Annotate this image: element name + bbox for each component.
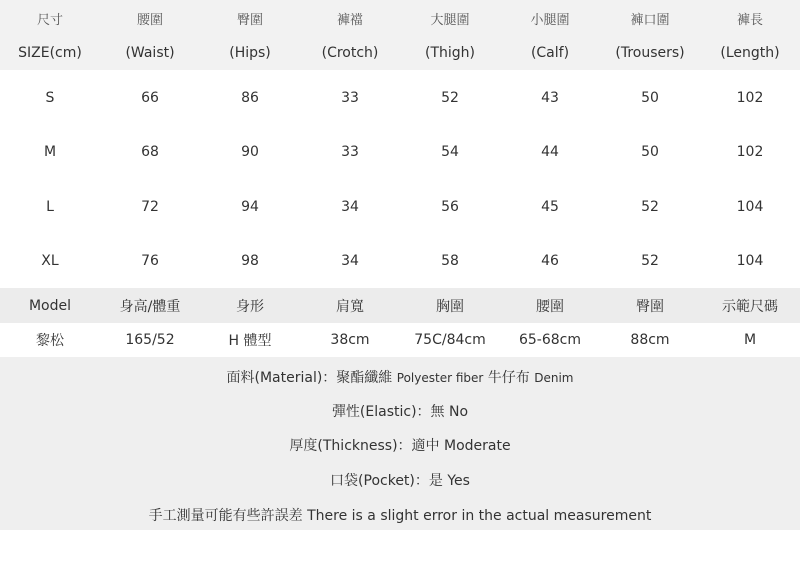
material-zh2: 牛仔布: [487, 370, 530, 386]
hips-cell: 86: [241, 89, 259, 106]
model-header-cell: 胸圍: [436, 298, 464, 315]
model-header-cell: 示範尺碼: [722, 298, 778, 315]
size-header-zh-row: [0, 0, 800, 36]
model-waist-cell: 65-68cm: [518, 332, 581, 348]
header-zh-cell: 臀圍: [236, 12, 263, 28]
model-header-cell: 身高/體重: [119, 298, 181, 315]
waist-cell: 66: [141, 89, 159, 106]
material-note: [0, 367, 800, 387]
calf-cell: 44: [541, 144, 559, 160]
model-body-type-cell: H 體型: [228, 333, 272, 349]
model-chest-cell: 75C/84cm: [414, 332, 486, 348]
header-en-cell: (Trousers): [615, 45, 685, 61]
model-header-row: [0, 288, 800, 323]
length-cell: 104: [736, 198, 764, 215]
waist-cell: 72: [141, 198, 159, 215]
calf-cell: 46: [541, 253, 559, 269]
length-cell: 104: [736, 253, 764, 269]
hips-cell: 90: [241, 144, 259, 160]
model-row: [0, 323, 800, 357]
material-en: Polyester fiber: [396, 371, 484, 385]
header-zh-cell: 褲長: [736, 12, 763, 28]
trousers-cell: 52: [641, 198, 659, 215]
thigh-cell: 54: [441, 144, 459, 160]
thigh-cell: 58: [441, 253, 459, 269]
thigh-cell: 52: [441, 89, 459, 106]
header-en-cell: (Crotch): [321, 45, 379, 61]
header-en-cell: (Hips): [229, 45, 271, 61]
thigh-cell: 56: [441, 198, 459, 215]
header-en-cell: (Length): [720, 45, 780, 61]
model-header-cell: 身形: [236, 298, 264, 315]
crotch-cell: 34: [341, 253, 359, 269]
model-header-cell: 腰圍: [536, 298, 564, 315]
header-en-cell: SIZE(cm): [18, 45, 82, 61]
length-cell: 102: [736, 144, 764, 160]
table-row: [0, 125, 800, 179]
trousers-cell: 50: [641, 144, 659, 160]
material-en2: Denim: [534, 371, 574, 385]
model-shoulder-cell: 38cm: [330, 332, 370, 348]
header-zh-cell: 小腿圍: [530, 12, 570, 28]
measurement-error-note: 手工測量可能有些許誤差 There is a slight error in the actual measurement: [148, 508, 652, 524]
header-zh-cell: 腰圍: [136, 12, 163, 28]
model-height-weight-cell: 165/52: [125, 332, 175, 348]
material-label: 面料(Material)：聚酯纖維: [226, 370, 393, 386]
elastic-note: 彈性(Elastic)：無 No: [331, 404, 469, 420]
size-cell: XL: [41, 253, 59, 269]
waist-cell: 76: [141, 253, 159, 269]
model-name-cell: 黎松: [36, 333, 64, 349]
size-cell: S: [45, 89, 55, 106]
model-header-cell: 臀圍: [636, 298, 664, 315]
header-en-cell: (Thigh): [425, 45, 475, 61]
table-row: [0, 179, 800, 234]
length-cell: 102: [736, 89, 764, 106]
table-row: [0, 70, 800, 125]
table-row: [0, 234, 800, 288]
model-header-cell: 肩寬: [336, 298, 364, 315]
thickness-note: 厚度(Thickness)：適中 Moderate: [289, 438, 511, 454]
header-en-cell: (Calf): [530, 45, 570, 61]
size-cell: L: [46, 198, 54, 215]
crotch-cell: 34: [341, 198, 359, 215]
calf-cell: 45: [541, 198, 559, 215]
size-header-en-row: [0, 36, 800, 70]
hips-cell: 98: [241, 253, 259, 269]
header-en-cell: (Waist): [125, 45, 175, 61]
header-zh-cell: 褲襠: [336, 12, 363, 28]
header-zh-cell: 褲口圍: [630, 12, 670, 28]
product-notes: [0, 357, 800, 530]
hips-cell: 94: [241, 198, 259, 215]
size-cell: M: [43, 144, 57, 160]
trousers-cell: 52: [641, 253, 659, 269]
header-zh-cell: 大腿圍: [430, 12, 470, 28]
model-size-cell: M: [743, 332, 757, 348]
pocket-note: 口袋(Pocket)：是 Yes: [330, 473, 470, 489]
trousers-cell: 50: [641, 89, 659, 106]
crotch-cell: 33: [341, 144, 359, 160]
header-zh-cell: 尺寸: [36, 12, 63, 28]
waist-cell: 68: [141, 144, 159, 160]
calf-cell: 43: [541, 89, 559, 106]
crotch-cell: 33: [341, 89, 359, 106]
model-header-cell: Model: [28, 297, 72, 314]
model-hips-cell: 88cm: [630, 332, 670, 348]
